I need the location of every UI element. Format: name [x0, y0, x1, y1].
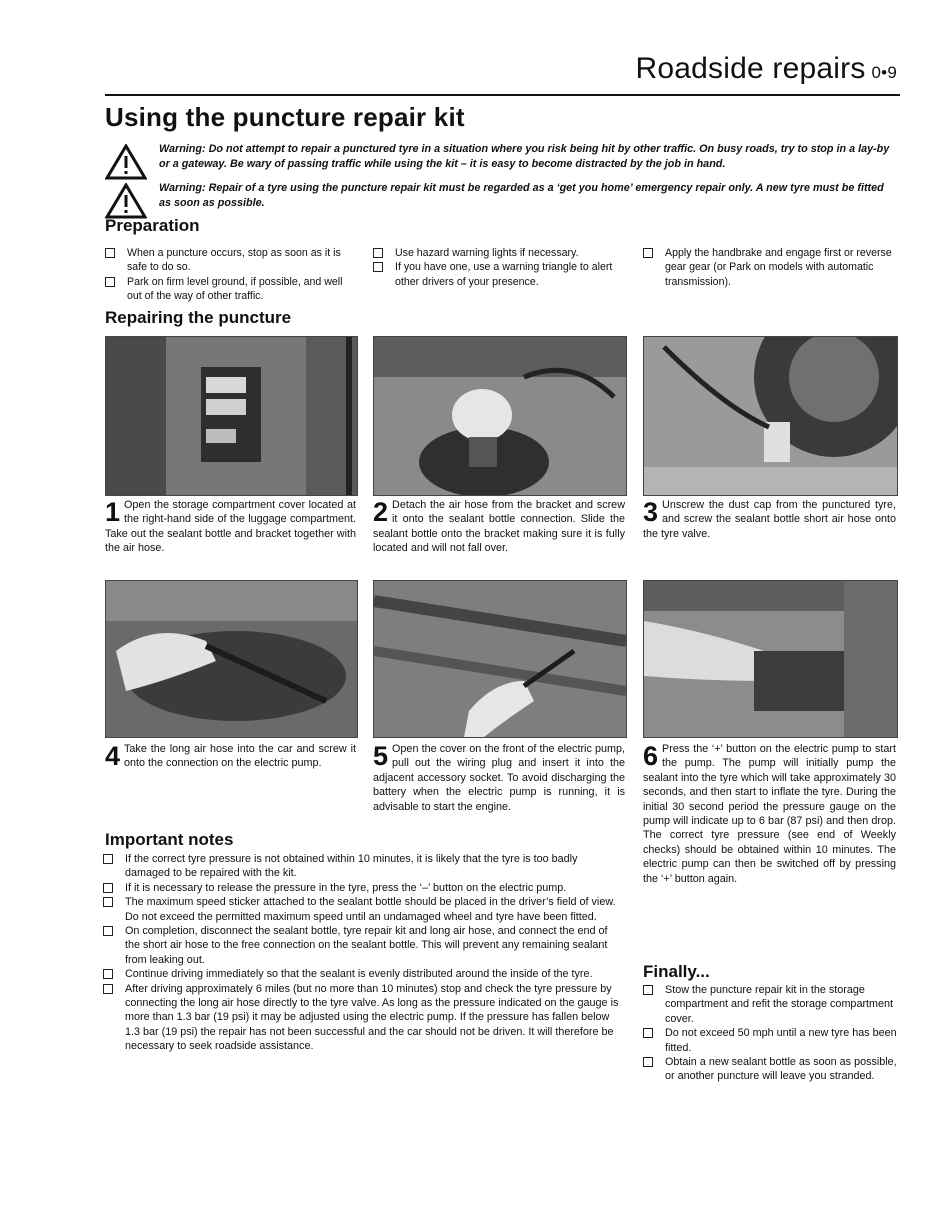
checklist-item — [105, 246, 355, 275]
step-text: Detach the air hose from the bracket and screw it onto the sealant bottle connection. Slide the sealant bottle onto the bracket making sure it is fully located and will not fall over. — [373, 499, 625, 555]
photo-step-6 — [643, 580, 898, 738]
checkbox-icon — [643, 1028, 653, 1038]
page-number: 0•9 — [871, 63, 897, 82]
step-number: 3 — [643, 497, 659, 527]
important-list — [103, 852, 625, 1054]
accessory-socket-photo — [374, 581, 626, 737]
checkbox-icon — [643, 248, 653, 258]
pump-button-photo — [644, 581, 897, 737]
warning-text: Warning: Repair of a tyre using the puncture repair kit must be regarded as a ‘get you home’ emergency repair only. A new tyre must be fitted as soon as possible. — [159, 182, 884, 209]
checkbox-icon — [103, 969, 113, 979]
checkbox-icon — [105, 248, 115, 258]
checklist-item — [373, 260, 625, 289]
repairing-heading: Repairing the puncture — [105, 308, 292, 327]
checkbox-icon — [373, 248, 383, 258]
checkbox-icon — [103, 926, 113, 936]
checkbox-icon — [643, 1057, 653, 1067]
finally-item — [643, 1055, 898, 1084]
checklist-item — [105, 275, 355, 304]
step-number: 6 — [643, 741, 659, 771]
step-text: Press the ‘+’ button on the electric pump to start the pump. The pump will initially pump the sealant into the tyre which will take approximately 30 seconds, and then start to inflate the tyre. During the initial 30 second period the pressure gauge on the pump will indicate up to 6 bar (87 psi) and then drop. The correct tyre pressure (see end of Weekly checks) should be obtained within 10 minutes. The electric pump can then be switched off by pressing the ‘+’ button again. — [643, 743, 896, 885]
finally-text: Do not exceed 50 mph until a new tyre has been fitted. — [665, 1027, 897, 1054]
luggage-compartment-photo — [106, 337, 357, 495]
header-rule — [105, 94, 900, 96]
page-title: Using the puncture repair kit — [105, 102, 465, 132]
checkbox-icon — [105, 277, 115, 287]
step-text: Unscrew the dust cap from the punctured tyre, and screw the sealant bottle short air hose onto the tyre valve. — [643, 499, 896, 540]
checklist-item — [373, 246, 625, 260]
photo-step-3 — [643, 336, 898, 496]
preparation-col-3 — [643, 246, 898, 289]
step-1-caption — [105, 498, 356, 556]
note-text: If it is necessary to release the pressure in the tyre, press the ‘–’ button on the electric pump. — [125, 881, 567, 894]
step-number: 1 — [105, 497, 121, 527]
note-item — [103, 895, 625, 924]
preparation-heading: Preparation — [105, 216, 200, 235]
photo-step-1 — [105, 336, 358, 496]
checklist-text: When a puncture occurs, stop as soon as it is safe to do so. — [127, 247, 341, 274]
checklist-text: Park on firm level ground, if possible, and well out of the way of other traffic. — [127, 275, 343, 302]
step-text: Open the cover on the front of the electric pump, pull out the wiring plug and insert it into the adjacent accessory socket. To avoid discharging the battery when the electric pump is running, it is advisable to start the engine. — [373, 743, 625, 813]
note-text: After driving approximately 6 miles (but no more than 10 minutes) stop and check the tyre pressure by connecting the long air hose directly to the tyre valve. As long as the pressure indicated on the gauge is more than 1.3 bar (19 psi) it may be adjusted using the electric pump. If the pressure has fallen below 1.3 bar (19 psi) the repair has not been successful and the car should not be driven. It will therefore be necessary to seek roadside assistance. — [125, 982, 619, 1053]
step-6-caption — [643, 742, 896, 886]
checklist-item — [643, 246, 898, 289]
section-title — [636, 52, 897, 86]
checklist-text: Apply the handbrake and engage first or reverse gear gear (or Park on models with automatic transmission). — [665, 247, 892, 288]
checkbox-icon — [103, 984, 113, 994]
checkbox-icon — [103, 854, 113, 864]
warning-1 — [105, 142, 897, 182]
preparation-col-1 — [105, 246, 355, 303]
step-4-caption — [105, 742, 356, 771]
checkbox-icon — [373, 262, 383, 272]
finally-text: Obtain a new sealant bottle as soon as possible, or another puncture will leave you stranded. — [665, 1056, 897, 1083]
step-2-caption — [373, 498, 625, 556]
checkbox-icon — [103, 897, 113, 907]
preparation-col-2 — [373, 246, 625, 289]
note-item — [103, 852, 625, 881]
electric-pump-hose-photo — [106, 581, 357, 737]
step-text: Open the storage compartment cover located at the right-hand side of the luggage compartment. Take out the sealant bottle and bracket together with the air hose. — [105, 499, 356, 555]
note-text: Continue driving immediately so that the sealant is evenly distributed around the inside of the tyre. — [125, 968, 593, 981]
step-3-caption — [643, 498, 896, 541]
step-number: 4 — [105, 741, 121, 771]
photo-step-4 — [105, 580, 358, 738]
checklist-text: Use hazard warning lights if necessary. — [395, 247, 579, 259]
note-item — [103, 924, 625, 967]
photo-step-2 — [373, 336, 627, 496]
checkbox-icon — [103, 883, 113, 893]
finally-item — [643, 983, 898, 1026]
photo-step-5 — [373, 580, 627, 738]
finally-heading: Finally... — [643, 962, 710, 981]
step-number: 2 — [373, 497, 389, 527]
checkbox-icon — [643, 985, 653, 995]
step-number: 5 — [373, 741, 389, 771]
tyre-valve-photo — [644, 337, 897, 495]
note-text: If the correct tyre pressure is not obtained within 10 minutes, it is likely that the tyre is too badly damaged to be repaired with the kit. — [125, 853, 578, 880]
checklist-text: If you have one, use a warning triangle to alert other drivers of your presence. — [395, 261, 613, 288]
finally-item — [643, 1026, 898, 1055]
important-heading: Important notes — [105, 830, 234, 849]
step-5-caption — [373, 742, 625, 814]
warning-text: Warning: Do not attempt to repair a punctured tyre in a situation where you risk being hit by other traffic. On busy roads, try to stop in a lay-by or a gateway. Be wary of passing traffic while using the kit – it is easy to become distracted by the job in hand. — [159, 143, 890, 170]
step-text: Take the long air hose into the car and screw it onto the connection on the electric pump. — [124, 743, 356, 770]
warning-triangle-icon — [105, 144, 147, 180]
warning-2 — [105, 181, 897, 221]
finally-text: Stow the puncture repair kit in the storage compartment and refit the storage compartment cover. — [665, 984, 894, 1025]
note-item — [103, 967, 625, 981]
section-title-text: Roadside repairs — [635, 52, 866, 85]
note-text: On completion, disconnect the sealant bottle, tyre repair kit and long air hose, and connect the end of the short air hose to the free connection on the sealant bottle. This will prevent any remaining sealant from leaking out. — [125, 925, 608, 966]
note-item — [103, 982, 625, 1054]
note-item — [103, 881, 625, 895]
sealant-bottle-photo — [374, 337, 626, 495]
warning-triangle-icon — [105, 183, 147, 219]
finally-list — [643, 983, 898, 1084]
note-text: The maximum speed sticker attached to the sealant bottle should be placed in the driver’s field of view. Do not exceed the permitted maximum speed until an undamaged wheel and tyre have been fitted. — [125, 896, 616, 923]
